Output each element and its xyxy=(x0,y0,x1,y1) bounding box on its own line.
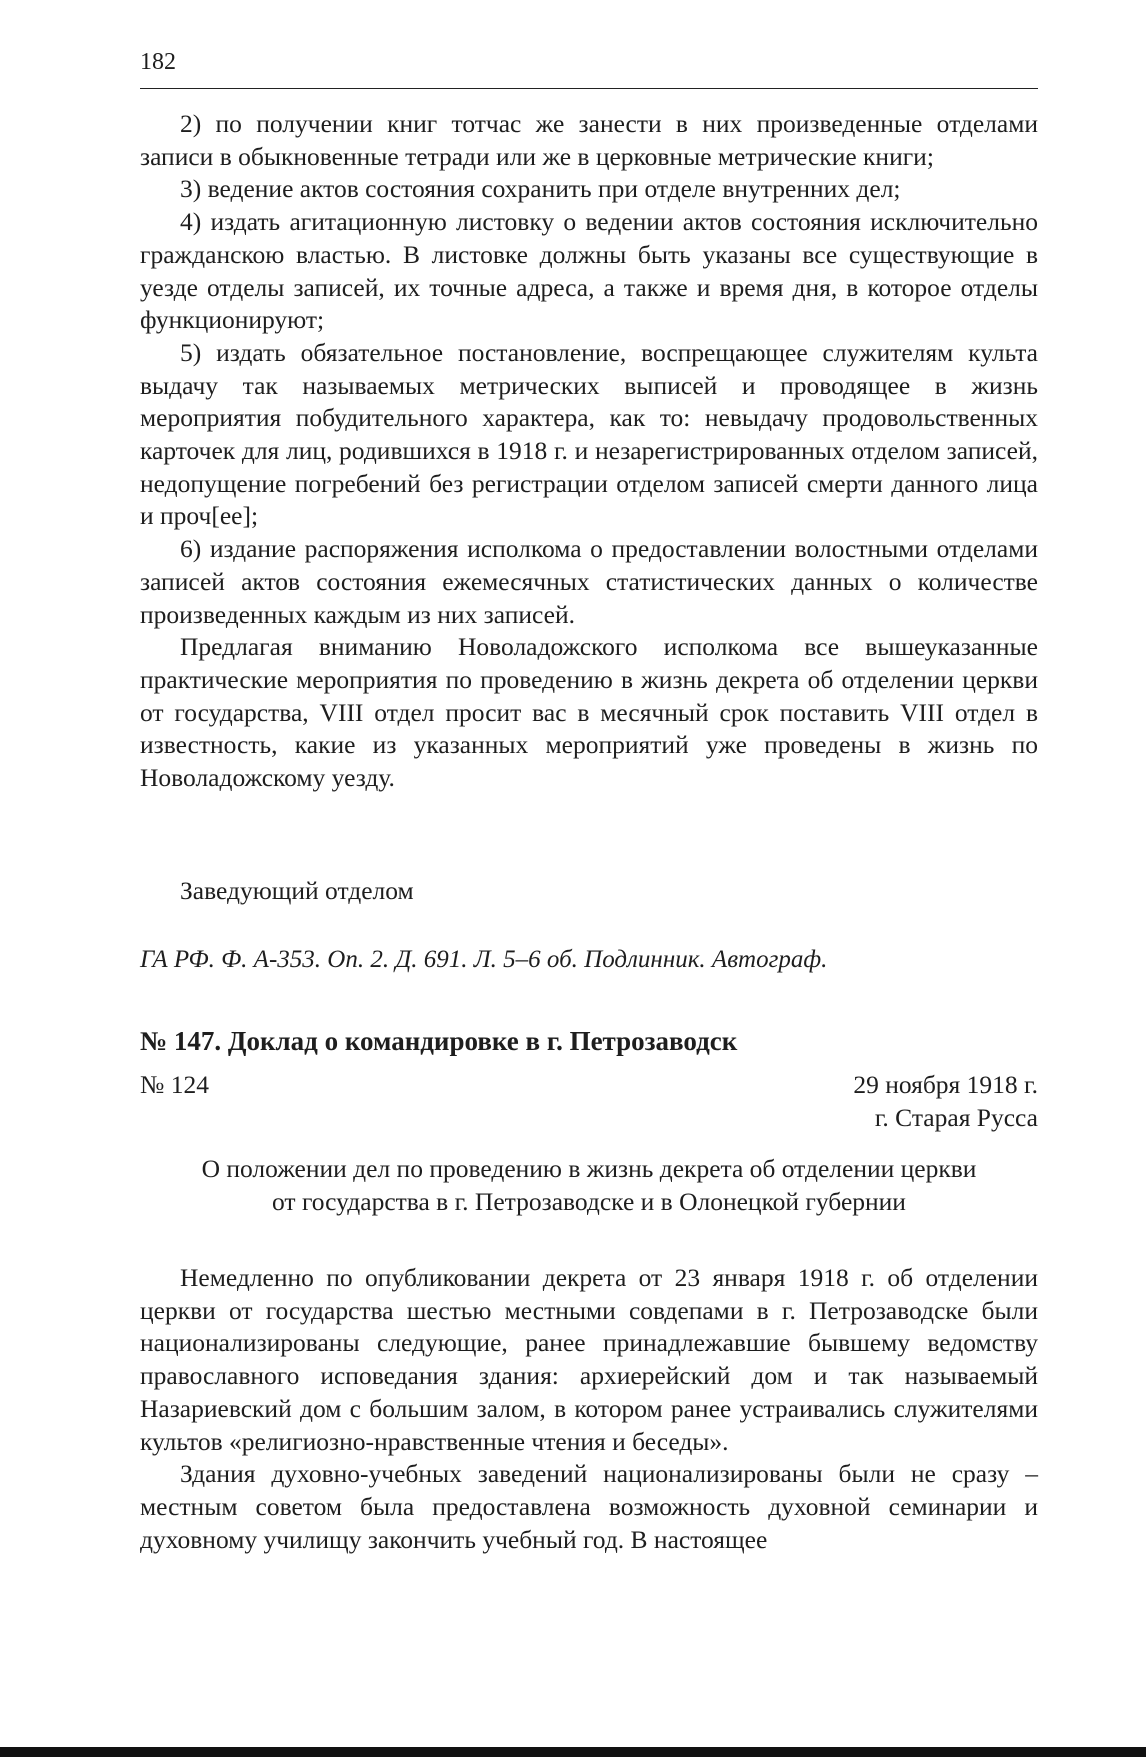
header-rule xyxy=(140,88,1038,89)
document-body xyxy=(140,1262,1038,1556)
paragraph: Немедленно по опубликовании декрета от 23 января 1918 г. об отделении церкви от государства шестью местными совдепами в г. Петрозаводске были национализированы следующие, ранее принадлежавшие бывшему ведомству православного исповедания здания: архиерейский дом и так называемый Назариевский дом с большим залом, в котором ранее устраивались служителями культов «религиозно-нравственные чтения и беседы». xyxy=(140,1263,1038,1456)
paragraph: 6) издание распоряжения исполкома о предоставлении волостными отделами записей актов состояния ежемесячных статистических данных о количестве произведенных каждым из них записей. xyxy=(140,534,1038,629)
page-number: 182 xyxy=(140,49,176,75)
paragraph: 2) по получении книг тотчас же занести в них произведенные отделами записи в обыкновенные тетради или же в церковные метрические книги; xyxy=(140,109,1038,171)
document-place: г. Старая Русса xyxy=(874,1103,1038,1132)
summary-line: от государства в г. Петрозаводске и в Олонецкой губернии xyxy=(272,1187,906,1216)
paragraph: Здания духовно-учебных заведений национализированы были не сразу – местным советом была предоставлена возможность духовной семинарии и духовному училищу закончить учебный год. В настоящее xyxy=(140,1459,1038,1554)
paragraph: 4) издать агитационную листовку о ведении актов состояния исключительно гражданскою властью. В листовке должны быть указаны все существующие в уезде отделы записей, их точные адреса, а также и время дня, в которое отделы функционируют; xyxy=(140,207,1038,335)
archive-reference: ГА РФ. Ф. А-353. Оп. 2. Д. 691. Л. 5–6 об. Подлинник. Автограф. xyxy=(140,946,828,973)
document-date: 29 ноября 1918 г. xyxy=(853,1070,1038,1099)
document-number: № 124 xyxy=(140,1070,209,1099)
scan-bottom-edge xyxy=(0,1747,1146,1757)
summary-line: О положении дел по проведению в жизнь декрета об отделении церкви xyxy=(201,1154,977,1183)
previous-document-text xyxy=(140,108,1038,795)
document-summary xyxy=(140,1152,1038,1218)
paragraph: 5) издать обязательное постановление, воспрещающее служителям культа выдачу так называемых метрических выписей и проводящее в жизнь мероприятия побудительного характера, как то: невыдачу продовольственных карточек для лиц, родившихся в 1918 г. и незарегистрированных отделом записей, недопущение погребений без регистрации отделом записей смерти данного лица и проч[ее]; xyxy=(140,337,1038,531)
paragraph: 3) ведение актов состояния сохранить при отделе внутренних дел; xyxy=(180,174,901,204)
signature-line: Заведующий отделом xyxy=(180,876,414,905)
paragraph: Предлагая вниманию Новоладожского исполкома все вышеуказанные практические мероприятия по проведению в жизнь декрета об отделении церкви от государства, VIII отдел просит вас в месячный срок поставить VIII отдел в известность, какие из указанных мероприятий уже проведены в жизнь по Новоладожскому уезду. xyxy=(140,632,1038,793)
document-title: № 147. Доклад о командировке в г. Петрозаводск xyxy=(140,1026,738,1056)
